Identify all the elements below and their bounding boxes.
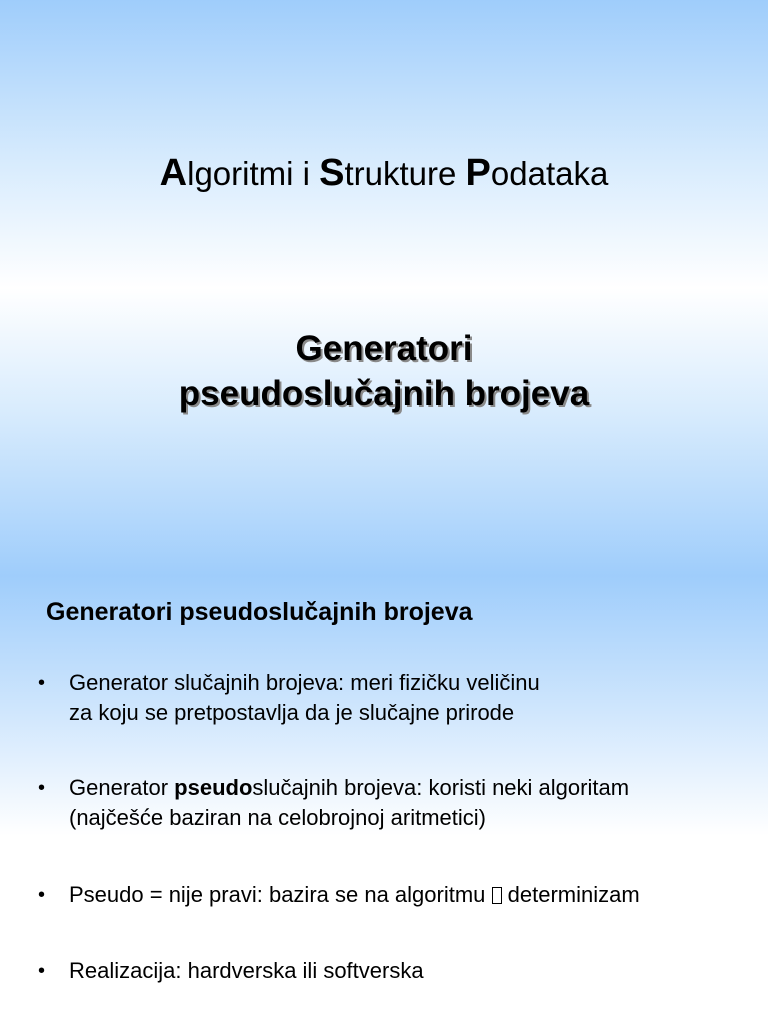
course-title-initial-a: A <box>159 152 188 194</box>
bullet-text-line: Generator slučajnih brojeva: meri fizičku veličinu <box>69 670 540 695</box>
bullet-icon: • <box>38 884 46 906</box>
bullet-item <box>36 956 751 986</box>
bullet-text-line: Realizacija: hardverska ili softverska <box>69 958 424 983</box>
course-title-initial-p: P <box>465 152 491 194</box>
slide-title-line-2: pseudoslučajnih brojeva <box>178 374 590 413</box>
content-slide <box>0 576 768 1024</box>
bullet-icon: • <box>38 777 46 799</box>
bullet-text-line: za koju se pretpostavlja da je slučajne prirode <box>69 700 515 725</box>
bullet-item <box>36 668 751 728</box>
course-title <box>0 152 768 195</box>
bullet-text-emphasis: pseudo <box>174 775 253 800</box>
course-title-initial-s: S <box>319 152 345 194</box>
slide-title-line-1: Generatori <box>295 329 473 368</box>
content-heading: Generatori pseudoslučajnih brojeva <box>46 598 473 626</box>
bullet-icon: • <box>38 672 46 694</box>
bullet-text-before: Pseudo = nije pravi: bazira se na algoritmu <box>69 882 492 907</box>
bullet-text-after: determinizam <box>501 882 640 907</box>
bullet-text-line: (najčešće baziran na celobrojnoj aritmetici) <box>69 805 486 830</box>
bullet-icon: • <box>38 960 46 982</box>
bullet-text-line <box>69 773 751 803</box>
bullet-text-line <box>69 880 751 910</box>
bullet-text-prefix: Generator <box>69 775 175 800</box>
bullet-item <box>36 773 751 833</box>
slide-title <box>0 326 768 416</box>
course-title-part-3: odataka <box>490 155 609 192</box>
missing-glyph-arrow-icon <box>492 887 502 904</box>
bullet-item <box>36 880 751 910</box>
bullet-list <box>36 668 751 986</box>
course-title-part-1: lgoritmi i <box>187 155 320 192</box>
bullet-text-suffix: slučajnih brojeva: koristi neki algoritam <box>252 775 630 800</box>
course-title-part-2: trukture <box>344 155 466 192</box>
